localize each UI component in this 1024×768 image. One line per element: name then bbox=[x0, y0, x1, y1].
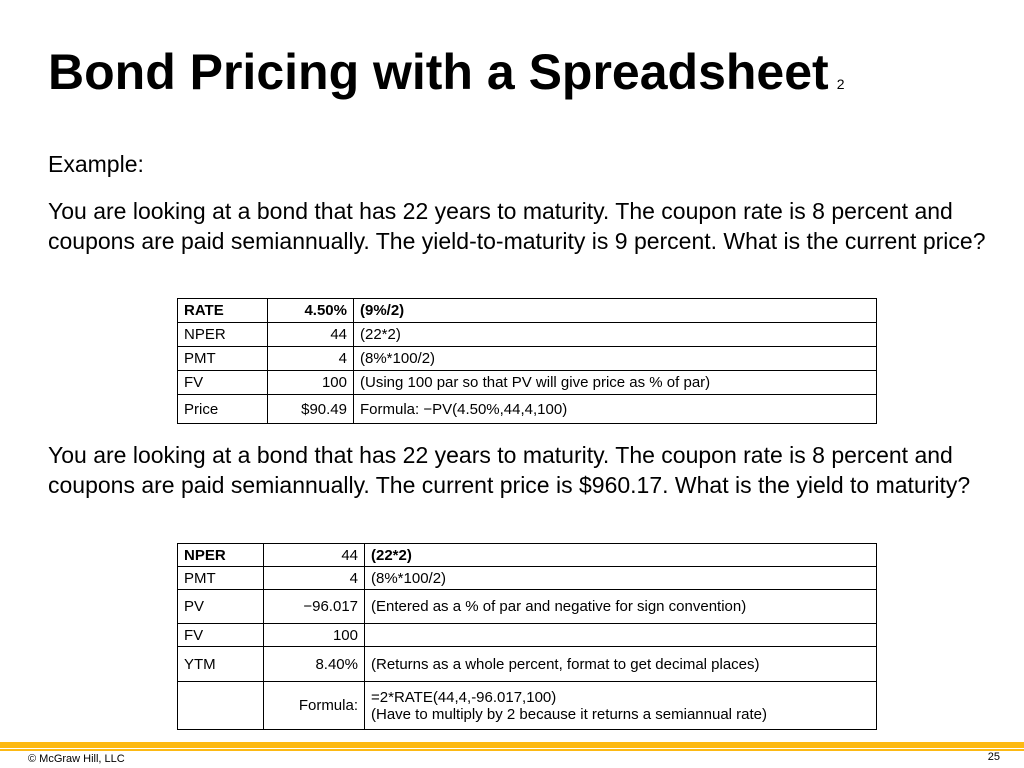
row-note: (Returns as a whole percent, format to get decimal places) bbox=[365, 647, 877, 682]
formula-explanation: (Have to multiply by 2 because it returns a semiannual rate) bbox=[371, 705, 768, 723]
row-label: NPER bbox=[178, 323, 268, 347]
row-note: (22*2) bbox=[354, 323, 877, 347]
footer-accent-line bbox=[0, 749, 1024, 751]
copyright-text: © McGraw Hill, LLC bbox=[28, 753, 125, 765]
row-label: RATE bbox=[178, 299, 268, 323]
row-label: FV bbox=[178, 624, 264, 647]
question-ytm-text: You are looking at a bond that has 22 years to maturity. The coupon rate is 8 percent and coupons are paid semiannually. The current price is $960.17. What is the yield to maturity? bbox=[48, 442, 971, 498]
row-value: 4 bbox=[268, 347, 354, 371]
table-row bbox=[178, 567, 877, 590]
row-label bbox=[178, 682, 264, 730]
ytm-calculation-table bbox=[177, 543, 877, 730]
row-label: PV bbox=[178, 590, 264, 624]
slide-title bbox=[48, 42, 845, 114]
row-label: NPER bbox=[178, 544, 264, 567]
table-row bbox=[178, 590, 877, 624]
formula-label: Formula: bbox=[264, 682, 365, 730]
price-calculation-table bbox=[177, 298, 877, 424]
slide-title-text: Bond Pricing with a Spreadsheet bbox=[48, 44, 829, 100]
row-value: −96.017 bbox=[264, 590, 365, 624]
row-label: PMT bbox=[178, 347, 268, 371]
table-row bbox=[178, 682, 877, 730]
table-row bbox=[178, 624, 877, 647]
table-row bbox=[178, 395, 877, 424]
row-note bbox=[365, 624, 877, 647]
row-value: 44 bbox=[264, 544, 365, 567]
row-note: Formula: −PV(4.50%,44,4,100) bbox=[354, 395, 877, 424]
table-row bbox=[178, 323, 877, 347]
row-value: $90.49 bbox=[268, 395, 354, 424]
row-label: FV bbox=[178, 371, 268, 395]
row-value: 8.40% bbox=[264, 647, 365, 682]
table-row bbox=[178, 544, 877, 567]
row-label: Price bbox=[178, 395, 268, 424]
row-note: (8%*100/2) bbox=[365, 567, 877, 590]
row-value: 44 bbox=[268, 323, 354, 347]
table-row bbox=[178, 647, 877, 682]
row-value: 4 bbox=[264, 567, 365, 590]
example-label: Example: bbox=[48, 151, 144, 177]
row-note: (22*2) bbox=[365, 544, 877, 567]
row-label: PMT bbox=[178, 567, 264, 590]
table-row bbox=[178, 347, 877, 371]
row-value: 4.50% bbox=[268, 299, 354, 323]
formula-text: =2*RATE(44,4,-96.017,100) bbox=[371, 688, 557, 706]
row-value: 100 bbox=[264, 624, 365, 647]
page-number: 25 bbox=[987, 751, 1000, 763]
table-row bbox=[178, 299, 877, 323]
slide-title-suffix: 2 bbox=[836, 76, 845, 92]
row-note: (Entered as a % of par and negative for sign convention) bbox=[365, 590, 877, 624]
row-value: 100 bbox=[268, 371, 354, 395]
row-note: (Using 100 par so that PV will give price as % of par) bbox=[354, 371, 877, 395]
row-label: YTM bbox=[178, 647, 264, 682]
footer-accent-bar bbox=[0, 742, 1024, 748]
row-note: (9%/2) bbox=[354, 299, 877, 323]
question-price-text: You are looking at a bond that has 22 years to maturity. The coupon rate is 8 percent and coupons are paid semiannually. The yield-to-maturity is 9 percent. What is the current price? bbox=[48, 198, 986, 254]
table-row bbox=[178, 371, 877, 395]
row-note: (8%*100/2) bbox=[354, 347, 877, 371]
row-note bbox=[365, 682, 877, 730]
